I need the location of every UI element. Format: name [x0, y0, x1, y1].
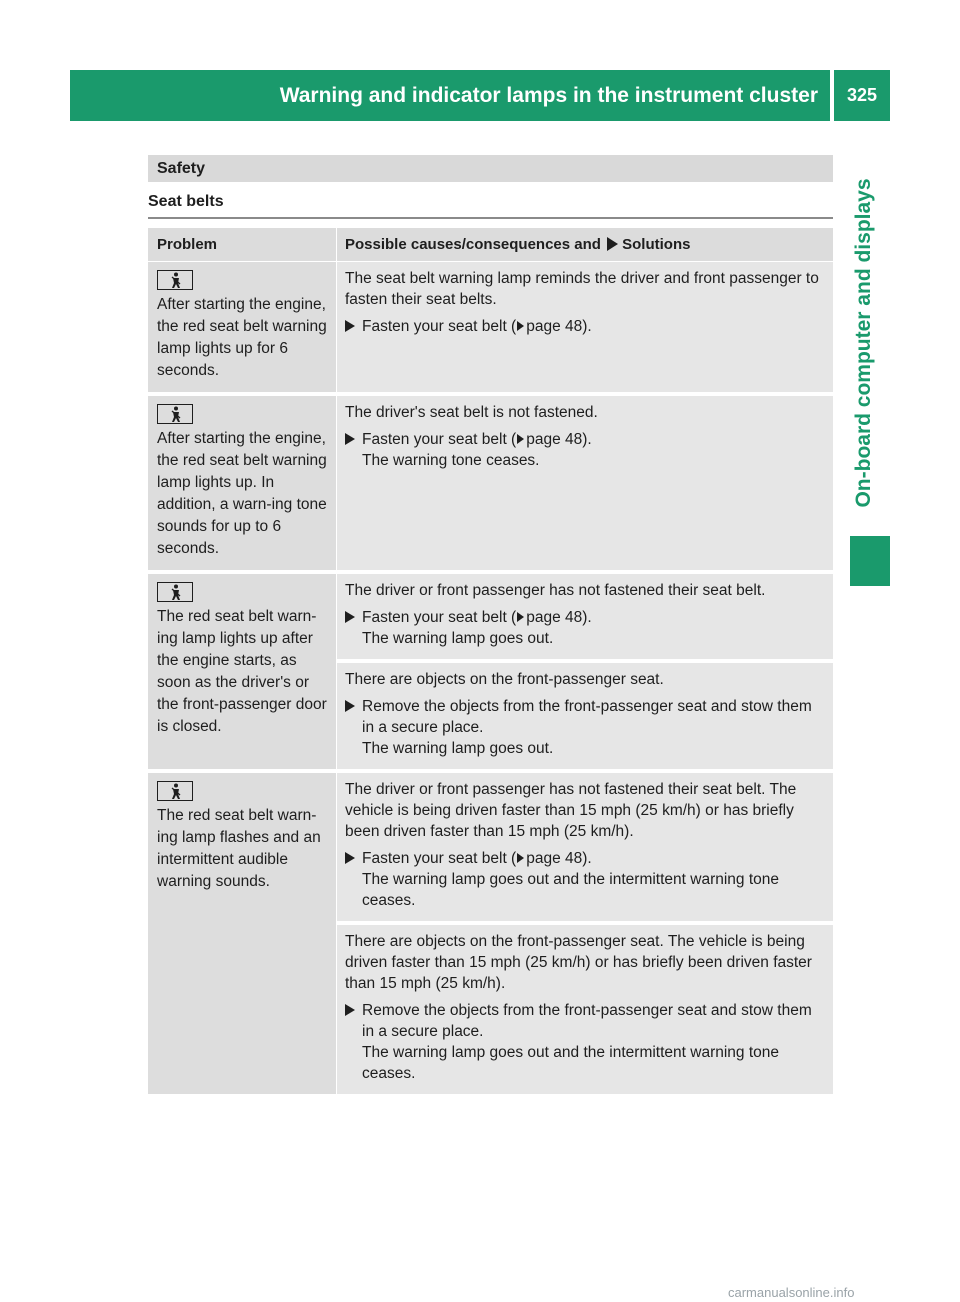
table-body	[148, 262, 833, 1098]
seat-belt-warning-icon	[157, 270, 193, 290]
cause-text: There are objects on the front-passenger seat.	[345, 671, 664, 688]
solution-step	[345, 607, 827, 628]
solution-result: The warning lamp goes out.	[362, 740, 554, 757]
table-row	[148, 262, 833, 396]
page-reference-arrow-icon	[517, 321, 524, 331]
page-reference-arrow-icon	[517, 434, 524, 444]
divider	[148, 217, 833, 219]
header-problem: Problem	[157, 236, 218, 253]
page-reference-arrow-icon	[517, 853, 524, 863]
table-row	[148, 773, 833, 1098]
solution-step	[345, 848, 827, 869]
action-triangle-icon	[345, 700, 355, 712]
cause-text: There are objects on the front-passenger seat. The vehicle is being driven faster than 15 mph (25 km/h) or has briefly been driven faster than 15 mph (25 km/h).	[345, 933, 812, 992]
cause-text: The driver or front passenger has not fastened their seat belt. The vehicle is being driven faster than 15 mph (25 km/h) or has briefly been driven faster than 15 mph (25 km/h).	[345, 781, 797, 840]
action-triangle-icon	[345, 852, 355, 864]
problem-cell	[148, 773, 336, 1094]
causes-column	[336, 262, 833, 392]
header-causes	[336, 228, 833, 261]
solution-result: The warning lamp goes out.	[362, 630, 554, 647]
section-subtitle: Seat belts	[148, 193, 224, 210]
solution-step	[345, 1000, 827, 1042]
solution-step	[345, 429, 827, 450]
header-causes-label: Possible causes/consequences and	[345, 236, 601, 253]
solution-result: The warning lamp goes out and the intermittent warning tone ceases.	[362, 1044, 780, 1082]
solutions-triangle-icon	[607, 237, 618, 251]
problem-text: After starting the engine, the red seat belt warning lamp lights up. In addition, a warn-ing tone sounds for up to 6 seconds.	[157, 430, 327, 557]
side-tab-label: On-board computer and displays	[852, 178, 875, 508]
action-triangle-icon	[345, 433, 355, 445]
page-number: 325	[834, 70, 890, 121]
table-header	[148, 228, 833, 262]
cause-cell	[337, 773, 833, 921]
cause-cell	[337, 659, 833, 769]
solution-step	[345, 696, 827, 738]
problem-cell	[148, 262, 336, 392]
page-reference-link[interactable]: page 48).	[526, 431, 592, 448]
causes-column	[336, 396, 833, 570]
cause-text: The driver's seat belt is not fastened.	[345, 404, 598, 421]
seat-belt-warning-icon	[157, 781, 193, 801]
table-row	[148, 574, 833, 773]
page-reference-link[interactable]: page 48).	[526, 318, 592, 335]
action-triangle-icon	[345, 1004, 355, 1016]
cause-cell	[337, 921, 833, 1094]
warning-table	[148, 228, 833, 1098]
section-title: Safety	[148, 155, 833, 182]
causes-column	[336, 574, 833, 769]
solution-text: Remove the objects from the front-passenger seat and stow them in a secure place.	[362, 1002, 812, 1040]
page-reference-link[interactable]: page 48).	[526, 609, 592, 626]
cause-cell	[337, 574, 833, 659]
solution-text: Fasten your seat belt (	[362, 609, 517, 626]
cause-text: The driver or front passenger has not fastened their seat belt.	[345, 582, 766, 599]
solution-text: Remove the objects from the front-passenger seat and stow them in a secure place.	[362, 698, 812, 736]
cause-cell	[337, 396, 833, 570]
problem-cell	[148, 396, 336, 570]
seat-belt-warning-icon	[157, 582, 193, 602]
cause-text: The seat belt warning lamp reminds the driver and front passenger to fasten their seat belts.	[345, 270, 819, 308]
side-tab-marker	[850, 536, 890, 586]
problem-text: After starting the engine, the red seat belt warning lamp lights up for 6 seconds.	[157, 296, 327, 379]
action-triangle-icon	[345, 320, 355, 332]
action-triangle-icon	[345, 611, 355, 623]
cause-cell	[337, 262, 833, 392]
problem-cell	[148, 574, 336, 769]
solution-result: The warning tone ceases.	[362, 452, 540, 469]
watermark: carmanualsonline.info	[728, 1285, 855, 1300]
problem-text: The red seat belt warn-ing lamp flashes and an intermittent audible warning sounds.	[157, 807, 321, 890]
solution-text: Fasten your seat belt (	[362, 318, 517, 335]
solution-result: The warning lamp goes out and the intermittent warning tone ceases.	[362, 871, 780, 909]
header-title: Warning and indicator lamps in the instrument cluster	[70, 70, 830, 121]
solution-text: Fasten your seat belt (	[362, 431, 517, 448]
page-reference-arrow-icon	[517, 612, 524, 622]
causes-column	[336, 773, 833, 1094]
solution-text: Fasten your seat belt (	[362, 850, 517, 867]
side-tab	[838, 128, 890, 558]
header-solutions-label: Solutions	[622, 236, 691, 253]
problem-text: The red seat belt warn-ing lamp lights up after the engine starts, as soon as the driver's or the front-passenger door is closed.	[157, 608, 327, 735]
page-reference-link[interactable]: page 48).	[526, 850, 592, 867]
seat-belt-warning-icon	[157, 404, 193, 424]
table-row	[148, 396, 833, 574]
solution-step	[345, 316, 827, 337]
